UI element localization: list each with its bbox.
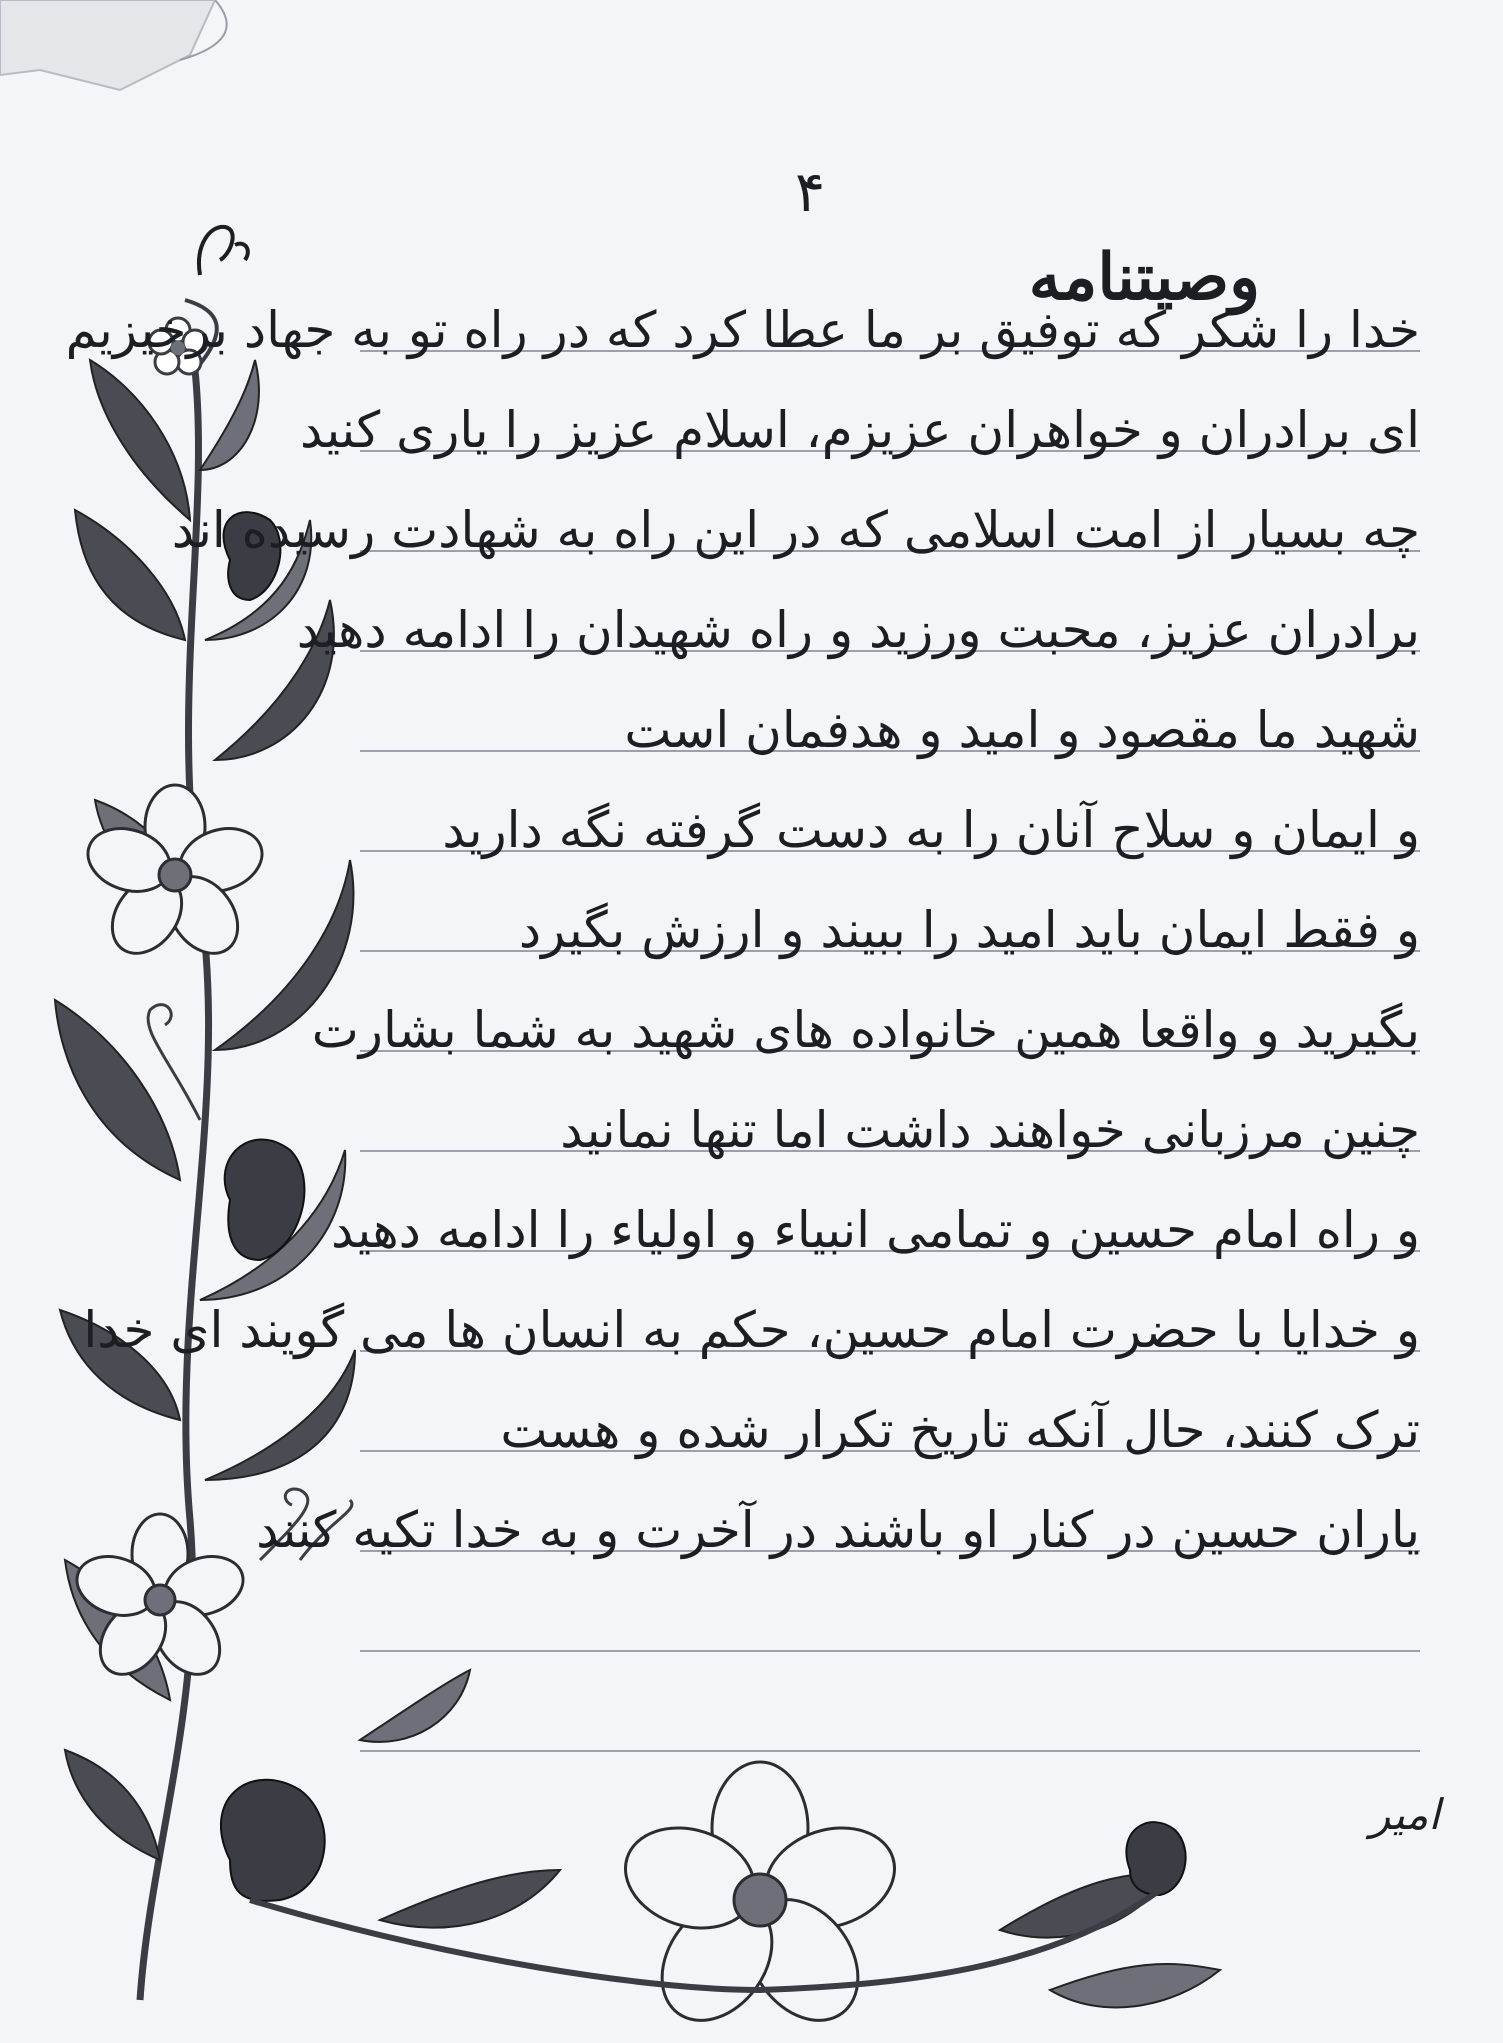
corner-scribble-mark [190, 215, 260, 285]
letter-line: ای برادران و خواهران عزیزم، اسلام عزیز را یاری کنید [299, 401, 1420, 459]
signature: امیر [1369, 1790, 1440, 1839]
letter-line: و ایمان و سلاح آنان را به دست گرفته نگه دارید [442, 801, 1420, 859]
letter-line: شهید ما مقصود و امید و هدفمان است [624, 701, 1420, 759]
letter-line: برادران عزیز، محبت ورزید و راه شهیدان را ادامه دهید [296, 601, 1420, 659]
letter-line: و خدایا با حضرت امام حسین، حکم به انسان ها می گویند ای خدا [83, 1301, 1420, 1359]
page-number: ۴ [794, 160, 826, 225]
document-title: وصیتنامه [1028, 240, 1260, 315]
letter-line: بگیرید و واقعا همین خانواده های شهید به شما بشارت [311, 1001, 1420, 1059]
letter-line: خدا را شکر که توفیق بر ما عطا کرد که در راه تو به جهاد برخیزیم [65, 301, 1420, 359]
ruled-line [360, 1650, 1420, 1652]
letter-line: چنین مرزبانی خواهند داشت اما تنها نمانید [560, 1101, 1420, 1159]
ruled-line [360, 1750, 1420, 1752]
letter-line: و فقط ایمان باید امید را ببیند و ارزش بگیرد [518, 901, 1420, 959]
letter-line: ترک کنند، حال آنکه تاریخ تکرار شده و هست [500, 1401, 1420, 1459]
letter-line: یاران حسین در کنار او باشند در آخرت و به خدا تکیه کنند [256, 1501, 1420, 1559]
letter-line: چه بسیار از امت اسلامی که در این راه به شهادت رسیده اند [171, 501, 1420, 559]
letter-line: و راه امام حسین و تمامی انبیاء و اولیاء را ادامه دهید [330, 1201, 1420, 1259]
